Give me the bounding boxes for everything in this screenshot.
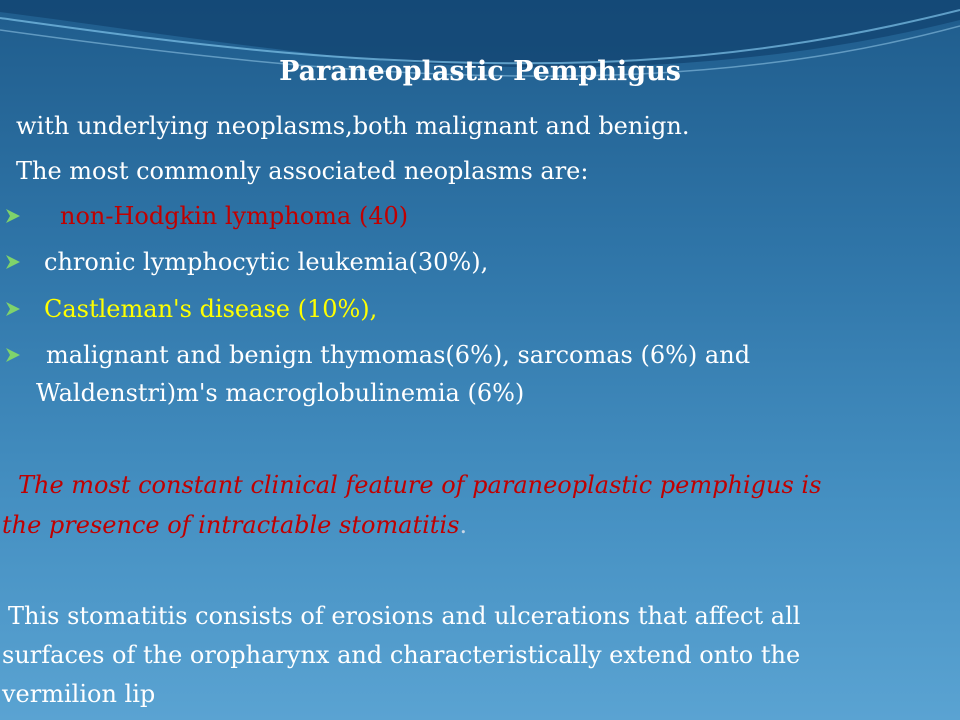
arrow-bullet-icon: [4, 346, 22, 364]
feature-line-2: [2, 506, 467, 544]
feature-line-2-text: the presence of intractable stomatitis: [2, 511, 460, 539]
feature-line-2-period: .: [459, 511, 468, 539]
feature-line-1: The most constant clinical feature of paraneoplastic pemphigus is: [18, 471, 822, 499]
arrow-bullet-icon: [4, 253, 22, 271]
arrow-bullet-icon: [4, 300, 22, 318]
stomatitis-line-3: vermilion lip: [2, 680, 156, 708]
bullet-item-2: chronic lymphocytic leukemia(30%),: [44, 248, 489, 276]
slide-title: Paraneoplastic Pemphigus: [279, 56, 681, 87]
bullet-item-4-line-2: Waldenstri)m's macroglobulinemia (6%): [36, 379, 525, 407]
arrow-bullet-icon: [4, 207, 22, 225]
bullet-item-1: non-Hodgkin lymphoma (40): [60, 202, 409, 230]
bullet-item-3: Castleman's disease (10%),: [44, 295, 378, 323]
bullet-item-4-line-1: malignant and benign thymomas(6%), sarcomas (6%) and: [46, 341, 751, 369]
intro-line-1: with underlying neoplasms,both malignant and benign.: [16, 112, 690, 140]
stomatitis-line-1: This stomatitis consists of erosions and ulcerations that affect all: [8, 602, 801, 630]
intro-line-2: The most commonly associated neoplasms are:: [16, 157, 589, 185]
stomatitis-line-2: surfaces of the oropharynx and characteristically extend onto the: [2, 641, 801, 669]
